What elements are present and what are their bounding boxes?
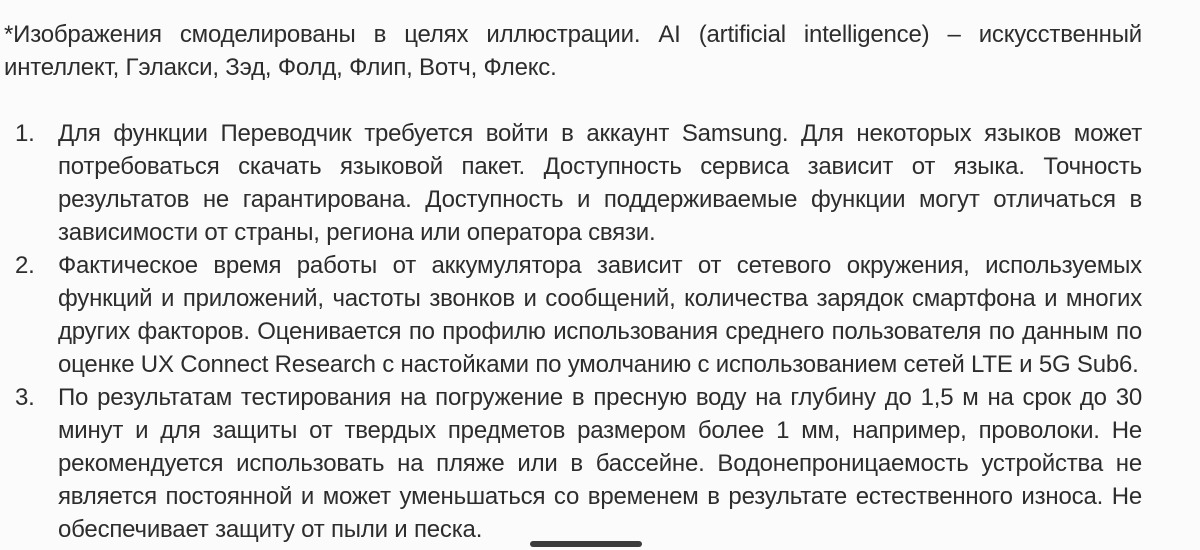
footnote-item-1 — [4, 117, 1142, 249]
home-indicator-bar[interactable] — [530, 541, 642, 547]
footnote-text: По результатам тестирования на погружение в пресную воду на глубину до 1,5 м на срок до 30 минут и для защиты от твердых предметов размером более 1 мм, например, проволоки. Не рекомендуется использовать на пляже или в бассейне. Водонепроницаемость устройства не является постоянной и может уменьшаться со временем в результате естественного износа. Не обеспечивает защиту от пыли и песка. — [58, 384, 1142, 543]
footnote-number: 1. — [15, 120, 35, 147]
footnote-item-2 — [4, 249, 1142, 381]
footnote-item-3 — [4, 381, 1142, 546]
footnotes-list — [4, 117, 1142, 546]
footnote-number: 2. — [15, 252, 35, 279]
footnote-text: Для функции Переводчик требуется войти в аккаунт Samsung. Для некоторых языков может потребоваться скачать языковой пакет. Доступность сервиса зависит от языка. Точность результатов не гарантирована. Доступность и поддерживаемые функции могут отличаться в зависимости от страны, региона или оператора связи. — [58, 120, 1142, 246]
footnote-text: Фактическое время работы от аккумулятора зависит от сетевого окружения, используемых функций и приложений, частоты звонков и сообщений, количества зарядок смартфона и многих других факторов. Оценивается по профилю использования среднего пользователя по данным по оценке UX Connect Research с настойками по умолчанию с использованием сетей LTE и 5G Sub6. — [58, 252, 1142, 378]
footnote-number: 3. — [15, 384, 35, 411]
image-disclaimer-note: *Изображения смоделированы в целях иллюстрации. AI (artificial intelligence) – искусственный интеллект, Гэлакси, Зэд, Фолд, Флип, Вотч, Флекс. — [4, 21, 1142, 81]
